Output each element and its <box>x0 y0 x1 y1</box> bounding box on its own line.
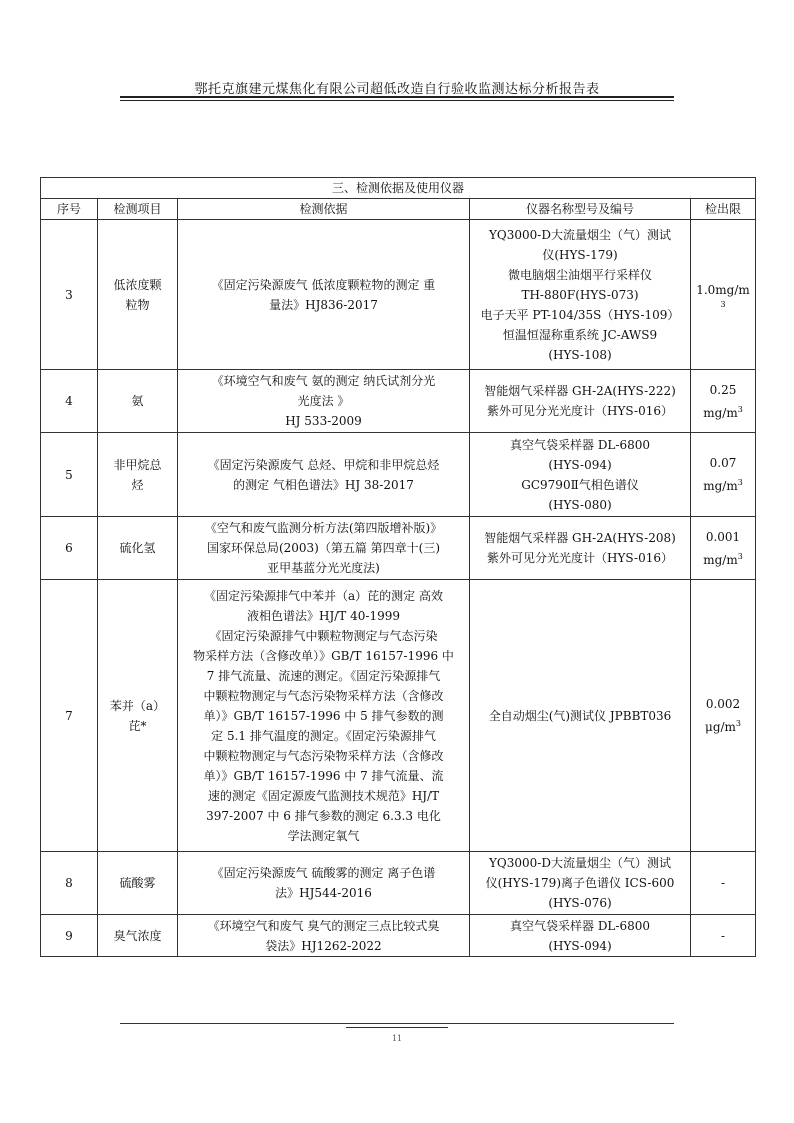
page-number: 11 <box>391 1034 403 1043</box>
detection-basis-table <box>40 177 756 957</box>
instrument-info-line: 智能烟气采样器 GH-2A(HYS-208) <box>484 531 676 545</box>
instrument-info <box>470 580 691 852</box>
col-header-limit: 检出限 <box>691 199 756 220</box>
header-rule-thin <box>120 100 674 101</box>
limit-value: 0.25 <box>709 382 737 397</box>
detection-basis-line: 《固定污染源排气中颗粒物测定与气态污染 <box>209 628 438 643</box>
detection-basis-line: 的测定 气相色谱法》HJ 38-2017 <box>233 477 414 492</box>
row-number: 8 <box>41 852 98 915</box>
report-header-title: 鄂托克旗建元煤焦化有限公司超低改造自行验收监测达标分析报告表 <box>194 82 600 97</box>
col-header-basis: 检测依据 <box>178 199 470 220</box>
detection-item <box>98 220 178 370</box>
detection-basis-line: 7 排气流量、流速的测定。《固定污染源排气 <box>206 668 441 683</box>
table-caption: 三、检测依据及使用仪器 <box>41 178 756 199</box>
detection-basis-line: 速的测定《固定源废气监测技术规范》HJ/T <box>207 788 440 803</box>
instrument-info-line: (HYS-108) <box>548 347 612 362</box>
col-header-instrument: 仪器名称型号及编号 <box>470 199 691 220</box>
detection-item-line: 臭气浓度 <box>113 928 162 943</box>
instrument-info <box>470 852 691 915</box>
instrument-info-line: 全自动烟尘(气)测试仪 JPBBT036 <box>488 708 672 723</box>
detection-basis-line: 《空气和废气监测分析方法(第四版增补版)》 <box>204 521 443 535</box>
detection-item-line: 非甲烷总 <box>113 457 162 472</box>
limit-superscript: 3 <box>720 299 726 309</box>
instrument-info <box>470 517 691 580</box>
table-row <box>41 580 756 852</box>
detection-item <box>98 433 178 517</box>
col-header-no: 序号 <box>41 199 98 220</box>
instrument-info-line: 紫外可见分光光度计（HYS-016） <box>486 404 673 418</box>
detection-basis <box>178 852 470 915</box>
limit-value: 0.002 <box>705 697 741 711</box>
detection-item-line: 烃 <box>131 477 144 492</box>
limit-value: - <box>720 928 726 943</box>
instrument-info-line: YQ3000-D大流量烟尘（气）测试 <box>489 227 671 242</box>
instrument-info-line: GC9790Ⅱ气相色谱仪 <box>521 477 639 492</box>
limit-unit-text: mg/m <box>703 479 738 493</box>
detection-item <box>98 915 178 957</box>
detection-basis <box>178 433 470 517</box>
detection-basis-line: 定 5.1 排气温度的测定。《固定污染源排气 <box>211 728 436 743</box>
row-number: 6 <box>41 517 98 580</box>
limit-unit-text: mg/m <box>703 552 738 567</box>
detection-basis-line: 国家环保总局(2003)（第五篇 第四章十(三) <box>206 541 441 555</box>
limit-value-text: 1.0mg/m <box>696 282 750 297</box>
instrument-info-line: (HYS-076) <box>548 896 612 910</box>
detection-basis-line: 《固定污染源废气 低浓度颗粒物的测定 重 <box>211 277 436 292</box>
limit-superscript: 3 <box>737 404 743 414</box>
row-number: 5 <box>41 433 98 517</box>
instrument-info <box>470 220 691 370</box>
instrument-info-line: (HYS-094) <box>548 938 612 953</box>
detection-basis-line: 量法》HJ836-2017 <box>269 297 378 312</box>
detection-limit <box>691 580 756 852</box>
row-number: 9 <box>41 915 98 957</box>
detection-basis-line: 法》HJ544-2016 <box>275 886 372 900</box>
detection-limit <box>691 433 756 517</box>
detection-basis-line: 光度法 》 <box>297 394 350 408</box>
detection-item-line: 硫酸雾 <box>119 876 156 890</box>
detection-basis-line: 397-2007 中 6 排气参数的测定 6.3.3 电化 <box>206 808 441 823</box>
table-header-row <box>41 199 756 220</box>
instrument-info-line: 紫外可见分光光度计（HYS-016） <box>486 551 673 565</box>
detection-limit <box>691 852 756 915</box>
detection-item <box>98 370 178 433</box>
detection-basis-line: 《固定污染源废气 硫酸雾的测定 离子色谱 <box>211 866 436 880</box>
detection-item-line: 低浓度颗 <box>113 277 162 292</box>
limit-superscript: 3 <box>737 551 743 561</box>
detection-basis-line: 《环境空气和废气 氨的测定 纳氏试剂分光 <box>211 374 436 388</box>
instrument-info-line: 真空气袋采样器 DL-6800 <box>510 437 650 452</box>
limit-value <box>694 280 752 300</box>
detection-basis-line: 单）》GB/T 16157-1996 中 5 排气参数的测 <box>203 708 444 723</box>
instrument-info-line: 仪(HYS-179) <box>542 247 618 262</box>
limit-value: - <box>720 876 726 890</box>
detection-basis-line: 单）》GB/T 16157-1996 中 7 排气流量、流 <box>203 768 444 783</box>
detection-item-line: 硫化氢 <box>119 541 156 555</box>
limit-value: 0.001 <box>705 529 741 544</box>
detection-item <box>98 517 178 580</box>
table-row <box>41 517 756 580</box>
detection-limit <box>691 517 756 580</box>
detection-basis <box>178 517 470 580</box>
detection-item-line: 芘* <box>128 718 147 733</box>
detection-item-line: 粒物 <box>125 297 150 312</box>
detection-basis-line: 亚甲基蓝分光光度法) <box>267 561 380 575</box>
table-row <box>41 220 756 370</box>
table-row <box>41 370 756 433</box>
detection-basis-line: 《环境空气和废气 臭气的测定三点比较式臭 <box>207 918 440 933</box>
instrument-info <box>470 915 691 957</box>
instrument-info-line: 电子天平 PT-104/35S（HYS-109） <box>480 307 680 322</box>
table-row <box>41 433 756 517</box>
detection-basis-line: HJ 533-2009 <box>285 414 362 428</box>
instrument-info-line: 微电脑烟尘油烟平行采样仪 <box>507 267 652 282</box>
table-row <box>41 915 756 957</box>
header-rule-thick <box>120 96 674 98</box>
detection-basis-line: 中颗粒物测定与气态污染物采样方法（含修改 <box>203 688 444 703</box>
detection-basis <box>178 370 470 433</box>
instrument-info-line: YQ3000-D大流量烟尘（气）测试 <box>489 856 671 870</box>
detection-basis <box>178 220 470 370</box>
detection-basis-line: 《固定污染源废气 总烃、甲烷和非甲烷总烃 <box>207 457 440 472</box>
table-caption-row <box>41 178 756 199</box>
detection-limit <box>691 220 756 370</box>
detection-basis-line: 《固定污染源排气中苯并（a）芘的测定 高效 <box>204 588 443 603</box>
limit-superscript: 3 <box>735 719 742 728</box>
detection-item-line: 苯并（a） <box>109 698 166 713</box>
detection-basis-line: 学法测定氧气 <box>287 828 360 843</box>
limit-unit <box>694 547 752 570</box>
footer-rule-short <box>346 1027 448 1028</box>
instrument-info <box>470 370 691 433</box>
instrument-info-line: 智能烟气采样器 GH-2A(HYS-222) <box>484 384 676 398</box>
detection-limit <box>691 915 756 957</box>
limit-unit-text: μg/m <box>705 720 736 734</box>
instrument-info-line: 仪(HYS-179)离子色谱仪 ICS-600 <box>485 876 675 890</box>
instrument-info-line: (HYS-080) <box>548 497 612 512</box>
row-number: 4 <box>41 370 98 433</box>
detection-basis <box>178 580 470 852</box>
detection-basis-line: 物采样方法（含修改单）》GB/T 16157-1996 中 <box>193 648 454 663</box>
instrument-info-line: 真空气袋采样器 DL-6800 <box>510 918 650 933</box>
detection-item <box>98 852 178 915</box>
detection-item-line: 氨 <box>131 394 144 408</box>
detection-limit <box>691 370 756 433</box>
instrument-info-line: TH-880F(HYS-073) <box>521 287 639 302</box>
table-row <box>41 852 756 915</box>
instrument-info-line: (HYS-094) <box>548 457 612 472</box>
instrument-info <box>470 433 691 517</box>
col-header-item: 检测项目 <box>98 199 178 220</box>
row-number: 3 <box>41 220 98 370</box>
footer-rule <box>120 1023 674 1024</box>
detection-basis-line: 液相色谱法》HJ/T 40-1999 <box>246 608 400 623</box>
limit-unit-text: mg/m <box>703 405 738 420</box>
limit-unit <box>694 714 752 737</box>
detection-item <box>98 580 178 852</box>
detection-basis <box>178 915 470 957</box>
limit-unit <box>694 473 752 496</box>
row-number: 7 <box>41 580 98 852</box>
limit-unit <box>694 400 752 423</box>
detection-basis-line: 中颗粒物测定与气态污染物采样方法（含修改 <box>203 748 444 763</box>
limit-superscript: 3 <box>737 478 743 487</box>
instrument-info-line: 恒温恒湿称重系统 JC-AWS9 <box>502 327 658 342</box>
detection-basis-line: 袋法》HJ1262-2022 <box>265 938 382 953</box>
limit-value: 0.07 <box>709 456 737 470</box>
